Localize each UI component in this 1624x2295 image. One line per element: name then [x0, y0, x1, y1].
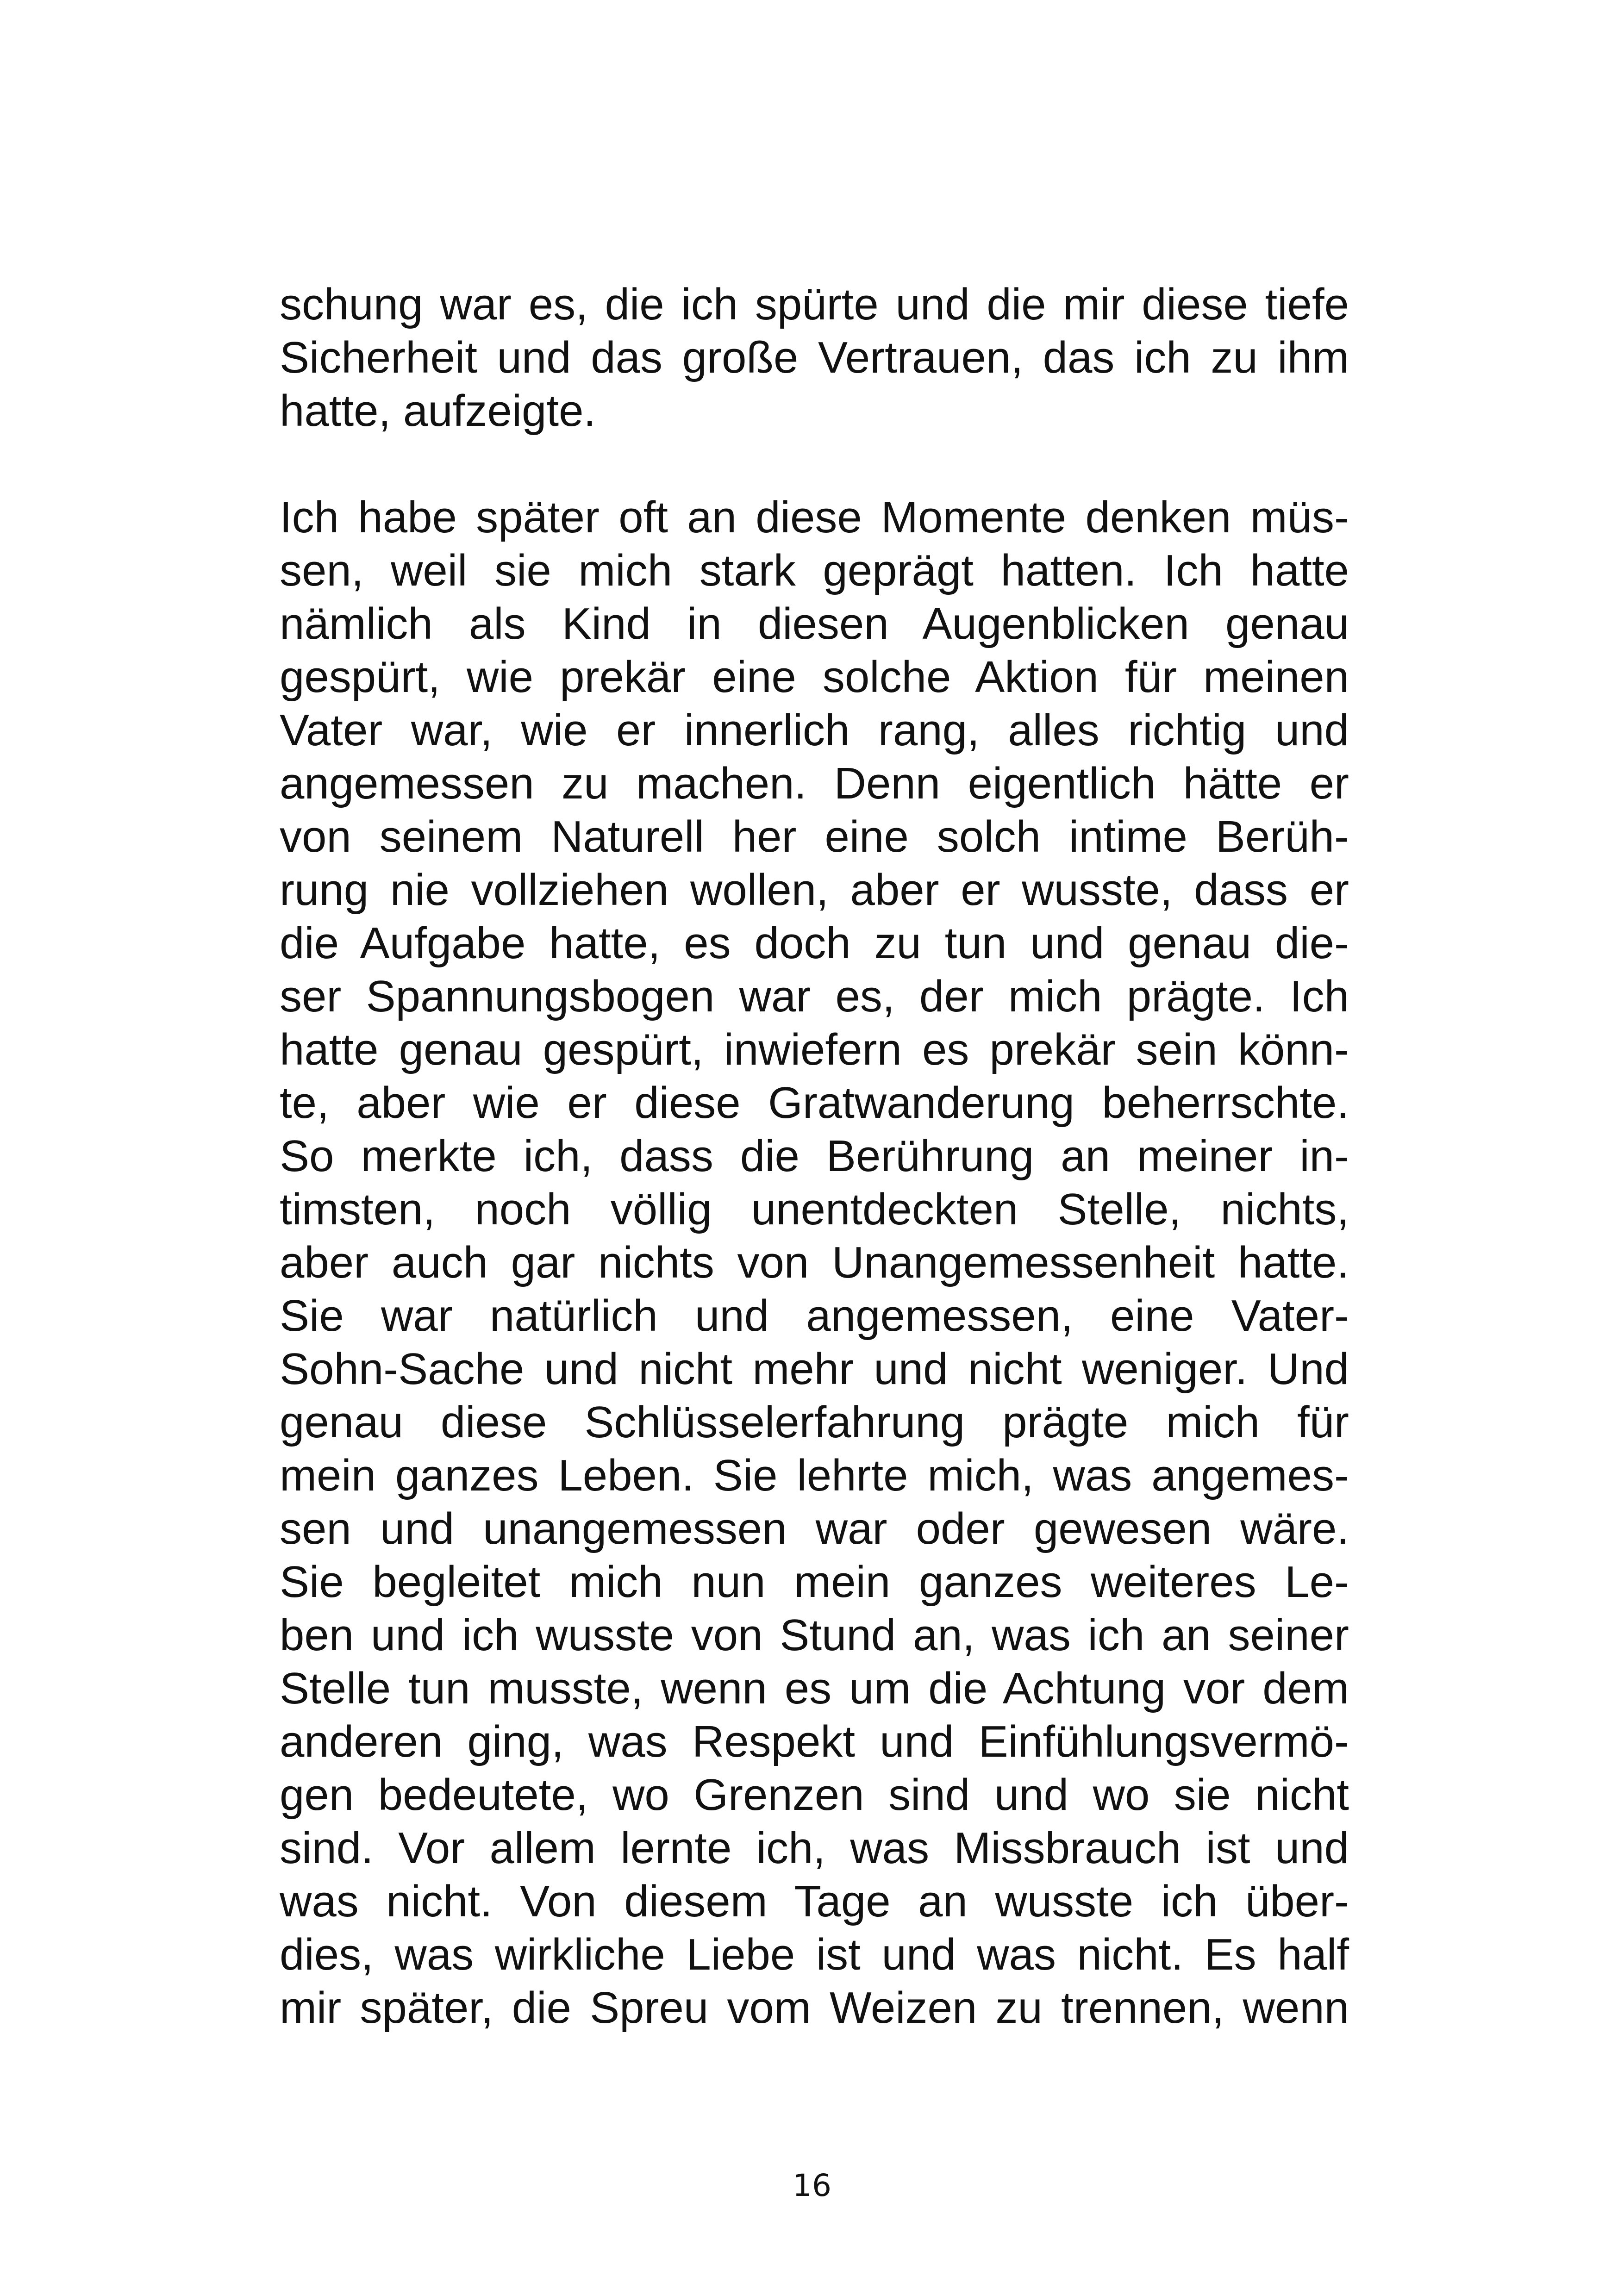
- text-line: aber auch gar nichts von Unangemessenheit hatte.: [280, 1238, 1349, 1287]
- text-line: die Aufgabe hatte, es doch zu tun und genau die-: [280, 918, 1349, 968]
- text-line: rung nie vollziehen wollen, aber er wusste, dass er: [280, 865, 1349, 915]
- text-line: sen und unangemessen war oder gewesen wäre.: [280, 1504, 1349, 1553]
- text-line: hatte, aufzeigte.: [280, 386, 596, 436]
- text-line: sen, weil sie mich stark geprägt hatten. Ich hatte: [280, 546, 1349, 595]
- text-line: mein ganzes Leben. Sie lehrte mich, was angemes-: [280, 1451, 1349, 1500]
- text-line: anderen ging, was Respekt und Einfühlungsvermö-: [280, 1717, 1349, 1766]
- text-line: schung war es, die ich spürte und die mir diese tiefe: [280, 280, 1349, 329]
- text-line: hatte genau gespürt, inwiefern es prekär sein könn-: [280, 1025, 1349, 1074]
- text-line: ben und ich wusste von Stund an, was ich an seiner: [280, 1610, 1349, 1660]
- text-line: angemessen zu machen. Denn eigentlich hätte er: [280, 759, 1349, 808]
- text-line: mir später, die Spreu vom Weizen zu trennen, wenn: [280, 1983, 1349, 2033]
- text-line: So merkte ich, dass die Berührung an meiner in-: [280, 1131, 1349, 1181]
- paragraph-1: [280, 278, 1349, 437]
- text-line: gen bedeutete, wo Grenzen sind und wo sie nicht: [280, 1770, 1349, 1820]
- text-line: von seinem Naturell her eine solch intime Berüh-: [280, 812, 1349, 861]
- text-line: Sicherheit und das große Vertrauen, das ich zu ihm: [280, 333, 1349, 382]
- text-line: Sohn-Sache und nicht mehr und nicht weniger. Und: [280, 1344, 1349, 1394]
- text-line: Ich habe später oft an diese Momente denken müs-: [280, 493, 1349, 542]
- text-line: nämlich als Kind in diesen Augenblicken genau: [280, 599, 1349, 649]
- page-number: 16: [793, 2168, 831, 2203]
- text-line: dies, was wirkliche Liebe ist und was nicht. Es half: [280, 1930, 1349, 1979]
- text-line: Sie begleitet mich nun mein ganzes weiteres Le-: [280, 1557, 1349, 1607]
- text-line: sind. Vor allem lernte ich, was Missbrauch ist und: [280, 1823, 1349, 1873]
- paragraph-2: [280, 491, 1349, 2034]
- text-line: Stelle tun musste, wenn es um die Achtung vor dem: [280, 1664, 1349, 1713]
- text-line: ser Spannungsbogen war es, der mich prägte. Ich: [280, 972, 1349, 1021]
- text-line: gespürt, wie prekär eine solche Aktion für meinen: [280, 652, 1349, 702]
- text-line: was nicht. Von diesem Tage an wusste ich über-: [280, 1877, 1349, 1926]
- text-line: genau diese Schlüsselerfahrung prägte mich für: [280, 1397, 1349, 1447]
- text-line: Vater war, wie er innerlich rang, alles richtig und: [280, 705, 1349, 755]
- text-line: timsten, noch völlig unentdeckten Stelle, nichts,: [280, 1185, 1349, 1234]
- text-line: te, aber wie er diese Gratwanderung beherrschte.: [280, 1078, 1349, 1128]
- text-line: Sie war natürlich und angemessen, eine Vater-: [280, 1291, 1349, 1341]
